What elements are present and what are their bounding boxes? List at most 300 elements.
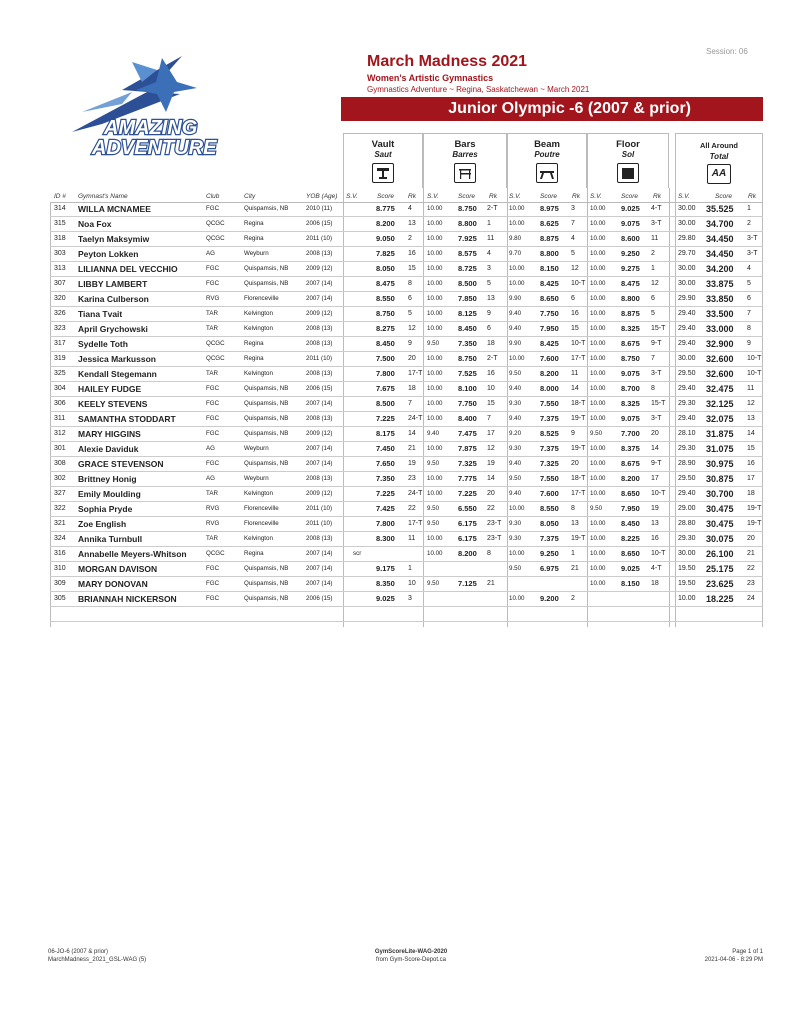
footer-session-level: 06-JO-6 (2007 & prior) xyxy=(48,949,109,955)
beam-sv-cell: 9.30 xyxy=(509,445,522,452)
beam-score-cell: 7.600 xyxy=(540,489,559,498)
aa-score-cell: 26.100 xyxy=(706,549,734,559)
session-label: Session: 06 xyxy=(706,47,748,56)
city-cell: Quispamsis, NB xyxy=(244,205,289,212)
all-around-header xyxy=(675,133,763,188)
aa-score-cell: 32.075 xyxy=(706,414,734,424)
aa-rank-cell: 21 xyxy=(747,550,755,557)
aa-score-cell: 30.975 xyxy=(706,459,734,469)
floor-sv-cell: 10.00 xyxy=(590,355,606,362)
table-row xyxy=(50,202,763,217)
yob-age-cell: 2011 (10) xyxy=(306,505,333,512)
aa-sv-cell: 29.30 xyxy=(678,400,696,407)
gymnast-id-cell: 320 xyxy=(54,295,66,302)
gymnast-id-cell: 309 xyxy=(54,580,66,587)
yob-age-cell: 2008 (13) xyxy=(306,340,333,347)
floor-rank-cell: 2 xyxy=(651,250,655,257)
vault-rank-cell: 14 xyxy=(408,430,416,437)
col-club: Club xyxy=(206,193,220,200)
aa-rank-cell: 7 xyxy=(747,310,751,317)
aa-sv-cell: 19.50 xyxy=(678,565,696,572)
aa-sv-cell: 29.40 xyxy=(678,385,696,392)
bars-rank-cell: 23-T xyxy=(487,520,502,527)
floor-score-cell: 8.750 xyxy=(621,354,640,363)
bars-rank-cell: 13 xyxy=(487,295,495,302)
gymnast-name-cell: Jessica Markusson xyxy=(78,354,156,364)
vault-score-cell: 8.350 xyxy=(376,579,395,588)
aa-sv-cell: 28.10 xyxy=(678,430,696,437)
bars-score-cell: 6.175 xyxy=(458,534,477,543)
beam-score-cell: 8.425 xyxy=(540,279,559,288)
floor-rank-cell: 3-T xyxy=(651,415,662,422)
gymnast-id-cell: 321 xyxy=(54,520,66,527)
aa-rank-cell: 20 xyxy=(747,535,755,542)
bars-score-cell: 8.725 xyxy=(458,264,477,273)
bars-score-cell: 7.475 xyxy=(458,429,477,438)
floor-sv-cell: 10.00 xyxy=(590,460,606,467)
beam-rank-cell: 15 xyxy=(571,325,579,332)
floor-score-cell: 8.800 xyxy=(621,294,640,303)
gymnast-name-cell: Zoe English xyxy=(78,519,127,529)
yob-age-cell: 2011 (10) xyxy=(306,235,333,242)
club-cell: FGC xyxy=(206,430,220,437)
floor-rank-cell: 12 xyxy=(651,280,659,287)
beam-sv-cell: 9.70 xyxy=(509,250,522,257)
gymnast-name-cell: Noa Fox xyxy=(78,219,112,229)
beam-sv-cell: 9.40 xyxy=(509,325,522,332)
aa-rank-cell: 24 xyxy=(747,595,755,602)
table-row xyxy=(50,457,763,472)
gymnast-id-cell: 304 xyxy=(54,385,66,392)
beam-sv-cell: 9.50 xyxy=(509,475,522,482)
table-row xyxy=(50,232,763,247)
aa-score-cell: 32.125 xyxy=(706,399,734,409)
floor-rank-cell: 8 xyxy=(651,385,655,392)
aa-score-cell: 23.625 xyxy=(706,579,734,589)
floor-score-cell: 9.025 xyxy=(621,204,640,213)
floor-score-cell: 8.875 xyxy=(621,309,640,318)
bars-sv-cell: 9.50 xyxy=(427,340,440,347)
vault-rank-cell: 3 xyxy=(408,595,412,602)
table-row xyxy=(50,532,763,547)
aa-rank-cell: 22 xyxy=(747,565,755,572)
bars-sv-cell: 10.00 xyxy=(427,415,443,422)
bars-score-cell: 7.125 xyxy=(458,579,477,588)
beam-sv-cell: 9.40 xyxy=(509,385,522,392)
gymnast-id-cell: 317 xyxy=(54,340,66,347)
beam-rank-cell: 8 xyxy=(571,505,575,512)
aa-score-cell: 35.525 xyxy=(706,204,734,214)
floor-rank-cell: 6 xyxy=(651,295,655,302)
vault-score-cell: 9.175 xyxy=(376,564,395,573)
floor-sv-cell: 10.00 xyxy=(590,265,606,272)
bars-score-cell: 7.750 xyxy=(458,399,477,408)
floor-score-cell: 8.150 xyxy=(621,579,640,588)
club-cell: AG xyxy=(206,445,215,452)
beam-score-cell: 8.150 xyxy=(540,264,559,273)
gymnast-name-cell: Taelyn Maksymiw xyxy=(78,234,150,244)
gymnast-id-cell: 313 xyxy=(54,265,66,272)
club-cell: FGC xyxy=(206,580,220,587)
floor-score-cell: 7.950 xyxy=(621,504,640,513)
beam-score-cell: 7.600 xyxy=(540,354,559,363)
floor-rank-cell: 9-T xyxy=(651,340,662,347)
vault-score-cell: 8.050 xyxy=(376,264,395,273)
yob-age-cell: 2009 (12) xyxy=(306,310,333,317)
aa-score-cell: 32.475 xyxy=(706,384,734,394)
meet-title: March Madness 2021 xyxy=(367,53,528,70)
table-row xyxy=(50,577,763,592)
amazing-adventure-logo xyxy=(62,52,230,158)
aa-score-cell: 30.475 xyxy=(706,519,734,529)
aa-rank-cell: 3-T xyxy=(747,235,758,242)
bars-rank-cell: 5 xyxy=(487,280,491,287)
aa-score-cell: 34.700 xyxy=(706,219,734,229)
bars-sv-cell: 10.00 xyxy=(427,295,443,302)
bars-score-cell: 7.775 xyxy=(458,474,477,483)
floor-rank-cell: 9-T xyxy=(651,460,662,467)
beam-rank-cell: 10-T xyxy=(571,340,586,347)
club-cell: TAR xyxy=(206,370,218,377)
vault-score-cell: 8.500 xyxy=(376,399,395,408)
svg-text:AMAZING: AMAZING xyxy=(104,117,198,139)
floor-score-cell: 9.075 xyxy=(621,369,640,378)
aa-score-cell: 31.875 xyxy=(706,429,734,439)
gymnast-name-cell: April Grychowski xyxy=(78,324,148,334)
vault-score-cell: 8.450 xyxy=(376,339,395,348)
yob-age-cell: 2007 (14) xyxy=(306,565,333,572)
city-cell: Kelvington xyxy=(244,490,273,497)
beam-sv-cell: 9.30 xyxy=(509,400,522,407)
vault-score-cell: 8.475 xyxy=(376,279,395,288)
beam-rank-cell: 3 xyxy=(571,205,575,212)
bars-rank-cell: 2-T xyxy=(487,355,498,362)
vault-rank-cell: 6 xyxy=(408,295,412,302)
aa-rank-cell: 1 xyxy=(747,205,751,212)
floor-rank-cell: 4-T xyxy=(651,205,662,212)
city-cell: Quispamsis, NB xyxy=(244,430,289,437)
bars-sv-cell: 10.00 xyxy=(427,445,443,452)
table-row xyxy=(50,397,763,412)
beam-rank-cell: 12 xyxy=(571,265,579,272)
table-row-empty xyxy=(50,607,763,622)
city-cell: Kelvington xyxy=(244,535,273,542)
vault-score-cell: 7.650 xyxy=(376,459,395,468)
yob-age-cell: 2008 (13) xyxy=(306,325,333,332)
bars-score-cell: 8.200 xyxy=(458,549,477,558)
beam-sv-cell: 10.00 xyxy=(509,505,525,512)
table-row xyxy=(50,427,763,442)
floor-sv-cell: 10.00 xyxy=(590,220,606,227)
aa-score-cell: 33.875 xyxy=(706,279,734,289)
vault-score-cell: 7.425 xyxy=(376,504,395,513)
col-vault-sv: S.V. xyxy=(346,193,358,200)
floor-rank-cell: 4-T xyxy=(651,565,662,572)
bars-sv-cell: 10.00 xyxy=(427,385,443,392)
gymnast-name-cell: KEELY STEVENS xyxy=(78,399,148,409)
beam-sv-cell: 9.50 xyxy=(509,565,522,572)
yob-age-cell: 2009 (12) xyxy=(306,265,333,272)
floor-rank-cell: 16 xyxy=(651,535,659,542)
club-cell: RVG xyxy=(206,520,220,527)
club-cell: TAR xyxy=(206,325,218,332)
city-cell: Regina xyxy=(244,340,264,347)
beam-score-cell: 8.550 xyxy=(540,504,559,513)
beam-score-cell: 9.200 xyxy=(540,594,559,603)
gymnast-name-cell: MARY DONOVAN xyxy=(78,579,148,589)
city-cell: Quispamsis, NB xyxy=(244,580,289,587)
col-beam-sv: S.V. xyxy=(509,193,521,200)
aa-score-cell: 33.850 xyxy=(706,294,734,304)
club-cell: FGC xyxy=(206,460,220,467)
aa-sv-cell: 30.00 xyxy=(678,355,696,362)
yob-age-cell: 2011 (10) xyxy=(306,520,333,527)
beam-score-cell: 7.550 xyxy=(540,474,559,483)
vault-rank-cell: 23 xyxy=(408,475,416,482)
club-cell: QCGC xyxy=(206,340,225,347)
floor-rank-cell: 19 xyxy=(651,505,659,512)
bars-rank-cell: 7 xyxy=(487,415,491,422)
yob-age-cell: 2007 (14) xyxy=(306,280,333,287)
floor-score-cell: 9.250 xyxy=(621,249,640,258)
gymnast-name-cell: Peyton Lokken xyxy=(78,249,139,259)
aa-score-cell: 30.475 xyxy=(706,504,734,514)
gymnast-id-cell: 326 xyxy=(54,310,66,317)
gymnast-id-cell: 323 xyxy=(54,325,66,332)
yob-age-cell: 2007 (14) xyxy=(306,400,333,407)
beam-rank-cell: 1 xyxy=(571,550,575,557)
bars-rank-cell: 19 xyxy=(487,460,495,467)
beam-title: Beam xyxy=(534,139,560,150)
city-cell: Quispamsis, NB xyxy=(244,565,289,572)
bars-score-cell: 7.350 xyxy=(458,339,477,348)
meet-subtitle: Women's Artistic Gymnastics xyxy=(367,73,494,83)
vault-rank-cell: 2 xyxy=(408,235,412,242)
aa-sv-cell: 30.00 xyxy=(678,205,696,212)
gymnast-id-cell: 324 xyxy=(54,535,66,542)
vault-score-cell: 7.675 xyxy=(376,384,395,393)
gymnast-name-cell: BRIANNAH NICKERSON xyxy=(78,594,177,604)
floor-score-cell: 8.650 xyxy=(621,489,640,498)
beam-score-cell: 8.800 xyxy=(540,249,559,258)
vault-score-cell: 7.500 xyxy=(376,354,395,363)
gymnast-id-cell: 308 xyxy=(54,460,66,467)
vault-score-cell: 8.550 xyxy=(376,294,395,303)
table-row xyxy=(50,547,763,562)
gymnast-id-cell: 325 xyxy=(54,370,66,377)
beam-score-cell: 8.875 xyxy=(540,234,559,243)
city-cell: Quispamsis, NB xyxy=(244,415,289,422)
vault-rank-cell: 22 xyxy=(408,505,416,512)
aa-score-cell: 32.900 xyxy=(706,339,734,349)
table-row xyxy=(50,352,763,367)
table-row xyxy=(50,562,763,577)
bars-rank-cell: 11 xyxy=(487,235,495,242)
beam-score-cell: 9.250 xyxy=(540,549,559,558)
gymnast-id-cell: 302 xyxy=(54,475,66,482)
gymnast-id-cell: 310 xyxy=(54,565,66,572)
footer-timestamp: 2021-04-06 - 8:29 PM xyxy=(704,957,763,963)
city-cell: Quispamsis, NB xyxy=(244,460,289,467)
vault-title: Vault xyxy=(371,139,395,150)
bars-rank-cell: 10 xyxy=(487,385,495,392)
aa-sv-cell: 29.50 xyxy=(678,475,696,482)
gymnast-id-cell: 318 xyxy=(54,235,66,242)
gymnast-name-cell: MORGAN DAVISON xyxy=(78,564,158,574)
gymnast-id-cell: 316 xyxy=(54,550,66,557)
floor-rank-cell: 11 xyxy=(651,235,659,242)
vault-rank-cell: 12 xyxy=(408,325,416,332)
city-cell: Regina xyxy=(244,550,264,557)
bars-score-cell: 8.575 xyxy=(458,249,477,258)
beam-rank-cell: 17-T xyxy=(571,355,586,362)
floor-sv-cell: 10.00 xyxy=(590,490,606,497)
aa-score-cell: 33.500 xyxy=(706,309,734,319)
yob-age-cell: 2008 (13) xyxy=(306,370,333,377)
beam-score-cell: 8.975 xyxy=(540,204,559,213)
beam-sv-cell: 9.20 xyxy=(509,430,522,437)
floor-rank-cell: 7 xyxy=(651,355,655,362)
bars-rank-cell: 16 xyxy=(487,370,495,377)
aa-sv-cell: 29.30 xyxy=(678,445,696,452)
vault-rank-cell: 9 xyxy=(408,340,412,347)
club-cell: FGC xyxy=(206,265,220,272)
bars-sv-cell: 10.00 xyxy=(427,400,443,407)
vault-score-cell: 8.200 xyxy=(376,219,395,228)
vault-score-cell: 9.025 xyxy=(376,594,395,603)
floor-sv-cell: 10.00 xyxy=(590,310,606,317)
aa-score-cell: 34.450 xyxy=(706,234,734,244)
vault-score-cell: 7.225 xyxy=(376,414,395,423)
table-row xyxy=(50,592,763,607)
aa-score-cell: 33.000 xyxy=(706,324,734,334)
beam-rank-cell: 10-T xyxy=(571,280,586,287)
bars-score-cell: 7.875 xyxy=(458,444,477,453)
floor-sv-cell: 10.00 xyxy=(590,370,606,377)
table-row xyxy=(50,487,763,502)
beam-sv-cell: 9.30 xyxy=(509,520,522,527)
beam-sv-cell: 9.40 xyxy=(509,490,522,497)
bars-rank-cell: 22 xyxy=(487,505,495,512)
city-cell: Florenceville xyxy=(244,520,279,527)
city-cell: Florenceville xyxy=(244,295,279,302)
table-row xyxy=(50,277,763,292)
bars-score-cell: 8.800 xyxy=(458,219,477,228)
bars-rank-cell: 21 xyxy=(487,580,495,587)
col-id: ID # xyxy=(54,193,66,200)
gymnast-name-cell: Sydelle Toth xyxy=(78,339,128,349)
gymnast-name-cell: WILLA MCNAMEE xyxy=(78,204,151,214)
bars-sv-cell: 10.00 xyxy=(427,235,443,242)
aa-rank-cell: 13 xyxy=(747,415,755,422)
gymnast-name-cell: HAILEY FUDGE xyxy=(78,384,142,394)
beam-sv-cell: 9.30 xyxy=(509,535,522,542)
col-aa-rk: Rk xyxy=(748,193,756,200)
beam-score-cell: 6.975 xyxy=(540,564,559,573)
vault-rank-cell: 7 xyxy=(408,400,412,407)
city-cell: Regina xyxy=(244,220,264,227)
club-cell: FGC xyxy=(206,595,220,602)
bars-sv-cell: 10.00 xyxy=(427,490,443,497)
beam-rank-cell: 6 xyxy=(571,295,575,302)
footer-page: Page 1 of 1 xyxy=(732,949,763,955)
club-cell: FGC xyxy=(206,565,220,572)
aa-rank-cell: 10-T xyxy=(747,355,762,362)
vault-score-cell: 9.050 xyxy=(376,234,395,243)
col-city: City xyxy=(244,193,256,200)
gymnast-id-cell: 315 xyxy=(54,220,66,227)
aa-rank-cell: 10-T xyxy=(747,370,762,377)
city-cell: Weyburn xyxy=(244,475,269,482)
aa-rank-cell: 16 xyxy=(747,460,755,467)
floor-rank-cell: 13 xyxy=(651,520,659,527)
table-row xyxy=(50,472,763,487)
floor-rank-cell: 20 xyxy=(651,430,659,437)
beam-score-cell: 7.325 xyxy=(540,459,559,468)
yob-age-cell: 2007 (14) xyxy=(306,295,333,302)
col-bars-rk: Rk xyxy=(489,193,497,200)
vault-rank-cell: 5 xyxy=(408,310,412,317)
bars-sv-cell: 10.00 xyxy=(427,325,443,332)
vault-rank-cell: 8 xyxy=(408,280,412,287)
floor-score-cell: 8.675 xyxy=(621,339,640,348)
gymnast-name-cell: SAMANTHA STODDART xyxy=(78,414,176,424)
footer-file-name: MarchMadness_2021_GSL-WAG (5) xyxy=(48,957,147,963)
floor-score-cell: 7.700 xyxy=(621,429,640,438)
floor-sv-cell: 10.00 xyxy=(590,205,606,212)
beam-sv-cell: 9.40 xyxy=(509,460,522,467)
bars-rank-cell: 23-T xyxy=(487,535,502,542)
meet-location: Gymnastics Adventure ~ Regina, Saskatchewan ~ March 2021 xyxy=(367,85,590,94)
aa-rank-cell: 5 xyxy=(747,280,751,287)
beam-sv-cell: 9.40 xyxy=(509,415,522,422)
col-vault-score: Score xyxy=(377,193,394,200)
yob-age-cell: 2008 (13) xyxy=(306,475,333,482)
gymnast-name-cell: LIBBY LAMBERT xyxy=(78,279,148,289)
beam-score-cell: 7.950 xyxy=(540,324,559,333)
beam-subtitle: Poutre xyxy=(534,150,560,159)
city-cell: Kelvington xyxy=(244,325,273,332)
floor-score-cell: 8.600 xyxy=(621,234,640,243)
floor-score-cell: 8.450 xyxy=(621,519,640,528)
table-row xyxy=(50,517,763,532)
beam-rank-cell: 19-T xyxy=(571,415,586,422)
beam-sv-cell: 10.00 xyxy=(509,265,525,272)
vault-rank-cell: 17-T xyxy=(408,520,423,527)
beam-rank-cell: 19-T xyxy=(571,445,586,452)
table-row xyxy=(50,382,763,397)
floor-rank-cell: 1 xyxy=(651,265,655,272)
table-row xyxy=(50,217,763,232)
floor-rank-cell: 3-T xyxy=(651,220,662,227)
beam-rank-cell: 2 xyxy=(571,595,575,602)
gymnast-name-cell: Alexie Daviduk xyxy=(78,444,139,454)
vault-score-cell: 8.275 xyxy=(376,324,395,333)
bars-sv-cell: 10.00 xyxy=(427,355,443,362)
yob-age-cell: 2009 (12) xyxy=(306,430,333,437)
aa-sv-cell: 29.70 xyxy=(678,250,696,257)
beam-rank-cell: 17-T xyxy=(571,490,586,497)
aa-rank-cell: 15 xyxy=(747,445,755,452)
floor-rank-cell: 15-T xyxy=(651,325,666,332)
aa-rank-cell: 14 xyxy=(747,430,755,437)
aa-sv-cell: 29.50 xyxy=(678,370,696,377)
bars-rank-cell: 20 xyxy=(487,490,495,497)
city-cell: Quispamsis, NB xyxy=(244,595,289,602)
vault-score-cell: 7.225 xyxy=(376,489,395,498)
bars-subtitle: Barres xyxy=(452,150,478,159)
city-cell: Quispamsis, NB xyxy=(244,265,289,272)
